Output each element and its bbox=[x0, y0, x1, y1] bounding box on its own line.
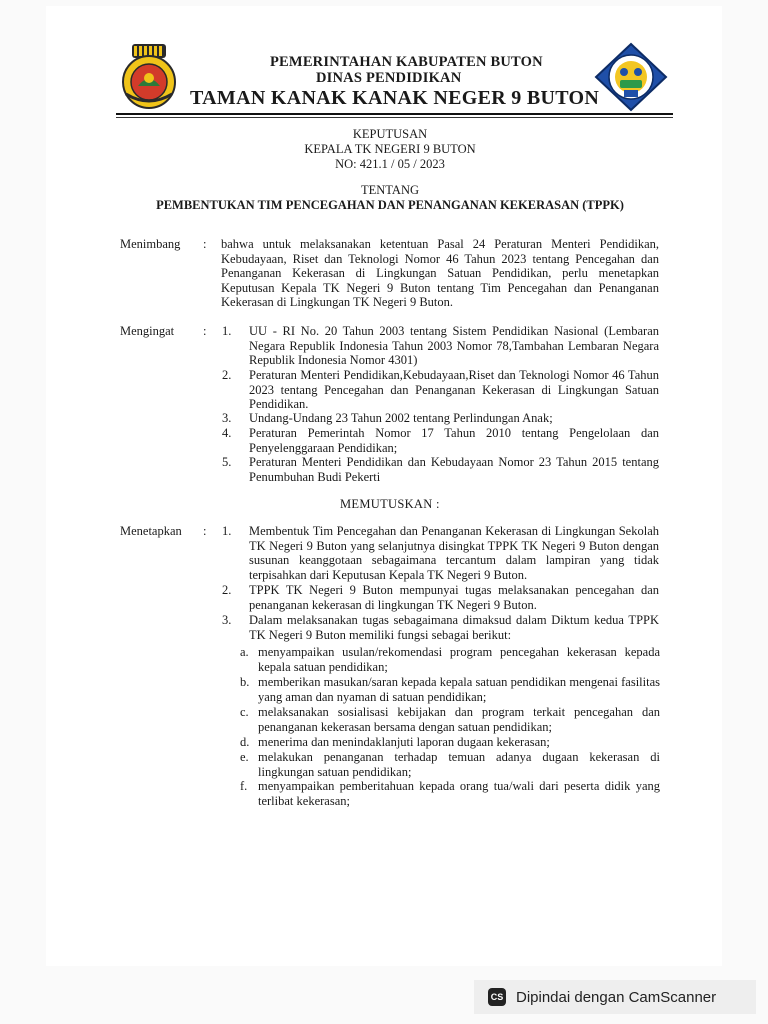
menetapkan-item: Membentuk Tim Pencegahan dan Penanganan Kekerasan di Lingkungan Sekolah TK Negeri 9 Buton yang selanjutnya disingkat TPPK TK Negeri 9 Buton dengan susunan keanggotaan sebagaimana tercantum dalam lampiran yang tidak terpisahkan dari Keputusan Kepala TK Negeri 9 Buton. bbox=[249, 524, 659, 582]
mengingat-item: Peraturan Menteri Pendidikan dan Kebudayaan Nomor 23 Tahun 2015 tentang Penumbuhan Budi Pekerti bbox=[249, 455, 659, 484]
decree-about: TENTANG bbox=[360, 183, 419, 197]
kabupaten-buton-emblem bbox=[118, 42, 180, 112]
function-letter: e. bbox=[240, 750, 249, 764]
menetapkan-item-number: 1. bbox=[222, 524, 232, 538]
decree-issuer: KEPALA TK NEGERI 9 BUTON bbox=[304, 142, 476, 156]
function-item: menerima dan menindaklanjuti laporan dugaan kekerasan; bbox=[258, 735, 550, 749]
menimbang-label: Menimbang bbox=[120, 237, 181, 251]
menimbang-text: bahwa untuk melaksanakan ketentuan Pasal 24 Peraturan Menteri Pendidikan, Kebudayaan, Riset dan Teknologi Nomor 46 Tahun 2023 tentang Pencegahan dan Penanganan Kekerasan di Lingkungan Satuan Pendidikan, perlu menetapkan Keputusan Kepala TK Negeri 9 Buton tentang Tim Pencegahan dan Penanganan Kekerasan di Lingkungan TK Negeri 9 Buton. bbox=[221, 237, 659, 310]
menetapkan-colon: : bbox=[203, 524, 207, 538]
function-item: memberikan masukan/saran kepada kepala satuan pendidikan mengenai fasilitas yang aman dan nyaman di satuan pendidikan; bbox=[258, 675, 660, 704]
decree-title: PEMBENTUKAN TIM PENCEGAHAN DAN PENANGANAN KEKERASAN (TPPK) bbox=[156, 198, 624, 212]
camscanner-icon: CS bbox=[488, 988, 506, 1006]
mengingat-item-number: 1. bbox=[222, 324, 232, 338]
menetapkan-item: TPPK TK Negeri 9 Buton mempunyai tugas melaksanakan pencegahan dan penanganan kekerasan di lingkungan TK Negeri 9 Buton. bbox=[249, 583, 659, 612]
menimbang-colon: : bbox=[203, 237, 207, 251]
memutuskan-heading: MEMUTUSKAN : bbox=[340, 497, 440, 511]
mengingat-item: Undang-Undang 23 Tahun 2002 tentang Perlindungan Anak; bbox=[249, 411, 553, 425]
function-item: menyampaikan usulan/rekomendasi program pencegahan kekerasan kepada kepala satuan pendidikan; bbox=[258, 645, 660, 674]
menetapkan-item-number: 3. bbox=[222, 613, 232, 627]
menetapkan-label: Menetapkan bbox=[120, 524, 182, 538]
mengingat-item: Peraturan Pemerintah Nomor 17 Tahun 2010 tentang Pengelolaan dan Penyelenggaraan Pendidikan; bbox=[249, 426, 659, 455]
government-name: PEMERINTAHAN KABUPATEN BUTON bbox=[270, 54, 543, 70]
function-letter: c. bbox=[240, 705, 249, 719]
letterhead-divider bbox=[116, 113, 673, 115]
mengingat-item: Peraturan Menteri Pendidikan,Kebudayaan,Riset dan Teknologi Nomor 46 Tahun 2023 tentang Pencegahan dan Penanganan Kekerasan di Lingkungan Satuan Pendidikan. bbox=[249, 368, 659, 412]
mengingat-colon: : bbox=[203, 324, 207, 338]
decree-heading: KEPUTUSAN bbox=[352, 127, 428, 141]
function-item: melakukan penanganan terhadap temuan adanya dugaan kekerasan di lingkungan satuan pendidikan; bbox=[258, 750, 660, 779]
mengingat-label: Mengingat bbox=[120, 324, 175, 338]
mengingat-item-number: 4. bbox=[222, 426, 232, 440]
function-letter: a. bbox=[240, 645, 249, 659]
menetapkan-item: Dalam melaksanakan tugas sebagaimana dimaksud dalam Diktum kedua TPPK TK Negeri 9 Buton memiliki fungsi sebagai berikut: bbox=[249, 613, 659, 642]
function-letter: f. bbox=[240, 779, 248, 793]
department-name: DINAS PENDIDIKAN bbox=[316, 70, 462, 86]
paud-emblem bbox=[594, 42, 668, 112]
decree-number: NO: 421.1 / 05 / 2023 bbox=[335, 157, 445, 171]
mengingat-item: UU - RI No. 20 Tahun 2003 tentang Sistem Pendidikan Nasional (Lembaran Negara Republik Indonesia Tahun 2003 Nomor 78,Tambahan Lembaran Negara Republik Indonesia Nomor 4301) bbox=[249, 324, 659, 368]
mengingat-item-number: 5. bbox=[222, 455, 232, 469]
menetapkan-item-number: 2. bbox=[222, 583, 232, 597]
function-item: melaksanakan sosialisasi kebijakan dan program terkait pencegahan dan penanganan kekerasan bersama dengan satuan pendidikan; bbox=[258, 705, 660, 734]
mengingat-item-number: 3. bbox=[222, 411, 232, 425]
school-name: TAMAN KANAK KANAK NEGER 9 BUTON bbox=[190, 87, 600, 109]
mengingat-item-number: 2. bbox=[222, 368, 232, 382]
camscanner-watermark bbox=[474, 980, 756, 1014]
function-item: menyampaikan pemberitahuan kepada orang tua/wali dari peserta didik yang terlibat kekerasan; bbox=[258, 779, 660, 808]
function-letter: d. bbox=[240, 735, 250, 749]
function-letter: b. bbox=[240, 675, 250, 689]
camscanner-text: Dipindai dengan CamScanner bbox=[516, 988, 717, 1006]
letterhead-divider-thin bbox=[116, 117, 673, 118]
